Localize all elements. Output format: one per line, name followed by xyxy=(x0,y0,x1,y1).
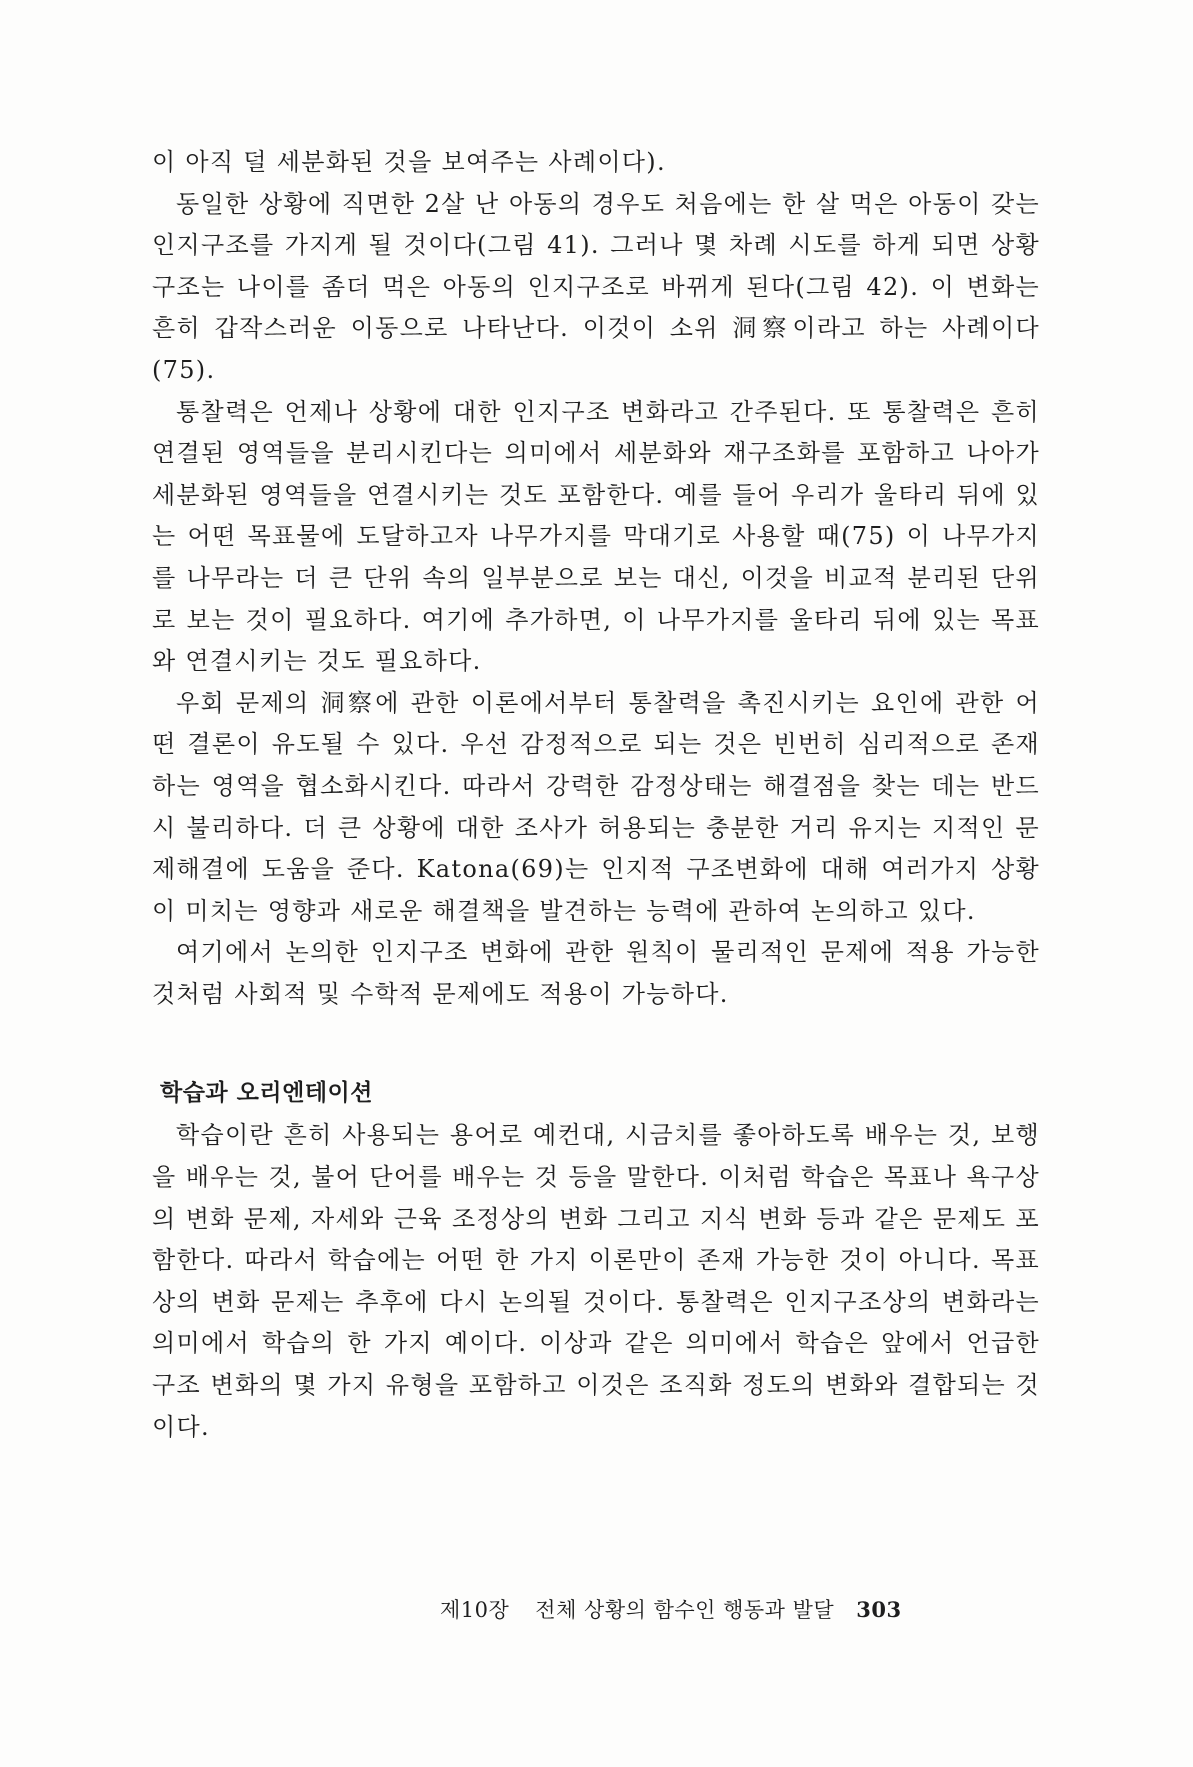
paragraph-continuation: 이 아직 덜 세분화된 것을 보여주는 사례이다). xyxy=(152,148,666,176)
body-text xyxy=(152,142,1040,1448)
section-heading: 학습과 오리엔테이션 xyxy=(160,1080,373,1107)
footer-chapter: 제10장 xyxy=(440,1598,510,1622)
running-footer xyxy=(440,1595,902,1625)
paragraph-insight-definition: 통찰력은 언제나 상황에 대한 인지구조 변화라고 간주된다. 또 통찰력은 흔히 연결된 영역들을 분리시킨다는 의미에서 세분화와 재구조화를 포함하고 나아가 세분화된 영역들을 연결시키는 것도 포함한다. 예를 들어 우리가 울타리 뒤에 있는 어떤 목표물에 도달하고자 나무가지를 막대기로 사용할 때(75) 이 나무가지를 나무라는 더 큰 단위 속의 일부분으로 보는 대신, 이것을 비교적 분리된 단위로 보는 것이 필요하다. 여기에 추가하면, 이 나무가지를 울타리 뒤에 있는 목표와 연결시키는 것도 필요하다. xyxy=(152,397,1040,676)
page-number: 303 xyxy=(856,1597,902,1622)
paragraph-principles: 여기에서 논의한 인지구조 변화에 관한 원칙이 물리적인 문제에 적용 가능한 것처럼 사회적 및 수학적 문제에도 적용이 가능하다. xyxy=(152,938,1040,1008)
paragraph-learning: 학습이란 흔히 사용되는 용어로 예컨대, 시금치를 좋아하도록 배우는 것, 보행을 배우는 것, 불어 단어를 배우는 것 등을 말한다. 이처럼 학습은 목표나 욕구상의 변화 문제, 자세와 근육 조정상의 변화 그리고 지식 변화 등과 같은 문제도 포함한다. 따라서 학습에는 어떤 한 가지 이론만이 존재 가능한 것이 아니다. 목표상의 변화 문제는 추후에 다시 논의될 것이다. 통찰력은 인지구조상의 변화라는 의미에서 학습의 한 가지 예이다. 이상과 같은 의미에서 학습은 앞에서 언급한 구조 변화의 몇 가지 유형을 포함하고 이것은 조직화 정도의 변화와 결합되는 것이다. xyxy=(152,1121,1041,1441)
footer-title: 전체 상황의 함수인 행동과 발달 xyxy=(535,1598,835,1622)
paragraph-child-insight: 동일한 상황에 직면한 2살 난 아동의 경우도 처음에는 한 살 먹은 아동이 갖는 인지구조를 가지게 될 것이다(그림 41). 그러나 몇 차례 시도를 하게 되면 상황구조는 나이를 좀더 먹은 아동의 인지구조로 바뀌게 된다(그림 42). 이 변화는 흔히 갑작스러운 이동으로 나타난다. 이것이 소위 洞察이라고 하는 사례이다(75). xyxy=(152,189,1040,384)
paragraph-detour-problem: 우회 문제의 洞察에 관한 이론에서부터 통찰력을 촉진시키는 요인에 관한 어떤 결론이 유도될 수 있다. 우선 감정적으로 되는 것은 빈번히 심리적으로 존재하는 영역을 협소화시킨다. 따라서 강력한 감정상태는 해결점을 찾는 데는 반드시 불리하다. 더 큰 상황에 대한 조사가 허용되는 충분한 거리 유지는 지적인 문제해결에 도움을 준다. Katona(69)는 인지적 구조변화에 대해 여러가지 상황이 미치는 영향과 새로운 해결책을 발견하는 능력에 관하여 논의하고 있다. xyxy=(152,688,1040,925)
